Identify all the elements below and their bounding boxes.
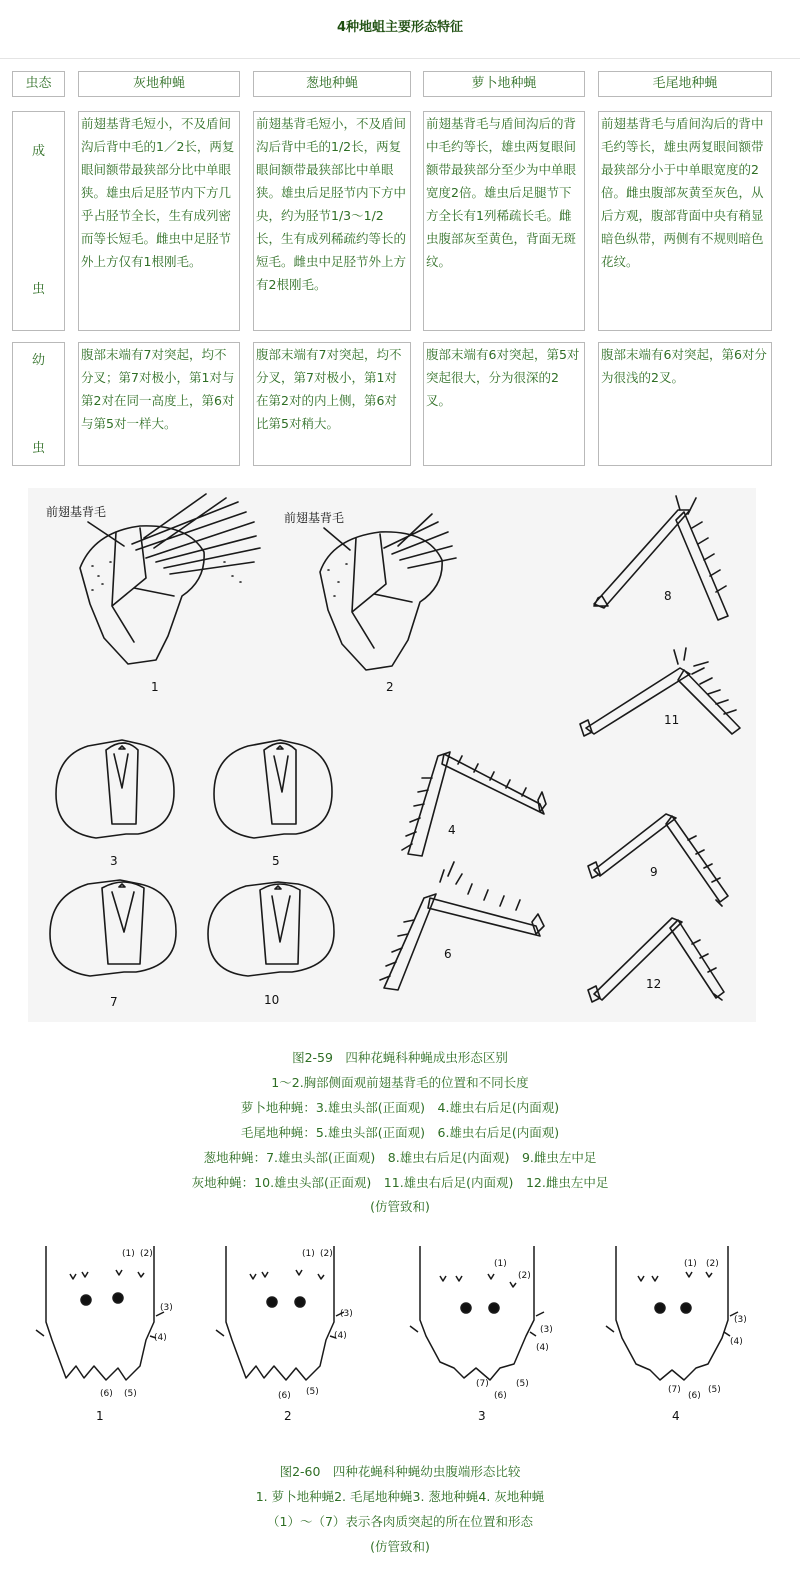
stage-adult-top: 成 [31, 144, 45, 159]
adult-cell-1: 前翅基背毛短小，不及盾间沟后背中毛的1／2长，两复眼间额带最狭部分比中单眼狭。雄虫后足胫节内下方几乎占胫节全长，生有成列密而等长短毛。雌虫中足胫节外上方仅有1根刚毛。 [78, 111, 240, 331]
header-stage: 虫态 [12, 71, 65, 97]
leg-8 [594, 496, 728, 620]
fig-num-7: 7 [110, 995, 118, 1009]
stage-larva [12, 342, 65, 466]
fig-num-10: 10 [264, 993, 280, 1007]
p2-mark-1: (1) [302, 1249, 315, 1259]
stage-adult [12, 111, 65, 331]
leg-6 [380, 862, 544, 990]
larva-end-1 [36, 1246, 164, 1380]
p4-mark-6: (6) [688, 1391, 701, 1401]
p3-mark-3: (3) [540, 1325, 553, 1335]
leg-9 [588, 814, 728, 906]
p4-mark-5: (5) [708, 1385, 721, 1395]
caption1-line-3: 萝卜地种蝇：3.雄虫头部(正面观) 4.雄虫右后足(内面观) [240, 1100, 560, 1115]
p4-mark-2: (2) [706, 1259, 719, 1269]
p4-mark-4: (4) [730, 1337, 743, 1347]
label-pointer-left [88, 522, 124, 546]
thorax-side-1 [80, 494, 260, 664]
fig-num-3: 3 [110, 854, 118, 868]
head-front-3 [56, 740, 174, 838]
caption1-line-6: 灰地种蝇：10.雄虫头部(正面观) 11.雄虫右后足(内面观) 12.雌虫左中足 [191, 1175, 609, 1190]
caption1-line-1: 图2-59 四种花蝇科种蝇成虫形态区别 [292, 1050, 508, 1065]
figure-larva-svg [28, 1236, 776, 1436]
title-divider [0, 58, 800, 59]
caption2-line-2: 1. 萝卜地种蝇2. 毛尾地种蝇3. 葱地种蝇4. 灰地种蝇 [255, 1489, 545, 1504]
caption1-line-5: 葱地种蝇：7.雄虫头部(正面观) 8.雄虫右后足(内面观) 9.雌虫左中足 [203, 1150, 597, 1165]
p3-mark-2: (2) [518, 1271, 531, 1281]
adult-cell-2: 前翅基背毛短小，不及盾间沟后背中毛的1/2长，两复眼间额带最狭部比中单眼狭。雄虫后足胫节内下方中央，约为胫节1/3～1/2长，生有成列稀疏约等长的短毛。雌虫中足胫节外上方有2根刚毛。 [253, 111, 411, 331]
p1-mark-5: (5) [124, 1389, 137, 1399]
caption2-line-4: (仿管致和) [370, 1539, 430, 1554]
figure-label-right: 前翅基背毛 [284, 511, 345, 525]
p3-mark-1: (1) [494, 1259, 507, 1269]
figure-adult-illustration [28, 488, 756, 1022]
stage-adult-bottom: 虫 [31, 282, 45, 297]
leg-4 [402, 752, 546, 856]
larva-cell-3: 腹部末端有6对突起，第5对突起很大，分为很深的2叉。 [423, 342, 585, 466]
p2-mark-6: (6) [278, 1391, 291, 1401]
leg-11 [580, 648, 740, 736]
p4-mark-1: (1) [684, 1259, 697, 1269]
p3-mark-4: (4) [536, 1343, 549, 1353]
caption1-line-4: 毛尾地种蝇：5.雄虫头部(正面观) 6.雄虫右后足(内面观) [240, 1125, 560, 1140]
head-front-5 [214, 740, 332, 838]
larva-num-2: 2 [284, 1409, 292, 1423]
p1-mark-3: (3) [160, 1303, 173, 1313]
head-front-10 [208, 882, 334, 976]
caption2-line-3: （1）～（7）表示各肉质突起的所在位置和形态 [267, 1514, 533, 1529]
fig-num-8: 8 [664, 589, 672, 603]
p1-mark-1: (1) [122, 1249, 135, 1259]
stage-larva-top: 幼 [31, 353, 45, 368]
p1-mark-2: (2) [140, 1249, 153, 1259]
figure-label-left: 前翅基背毛 [46, 505, 107, 519]
fig-num-2: 2 [386, 680, 394, 694]
larva-end-3 [410, 1246, 544, 1380]
caption1-line-2: 1～2.胸部侧面观前翅基背毛的位置和不同长度 [271, 1075, 529, 1090]
header-species-3: 萝卜地种蝇 [423, 71, 585, 97]
fig-num-5: 5 [272, 854, 280, 868]
p2-mark-5: (5) [306, 1387, 319, 1397]
p2-mark-3: (3) [340, 1309, 353, 1319]
stage-larva-bottom: 虫 [31, 441, 45, 456]
p2-mark-4: (4) [334, 1331, 347, 1341]
p1-mark-6: (6) [100, 1389, 113, 1399]
adult-cell-3: 前翅基背毛与盾间沟后的背中毛约等长，雄虫两复眼间额带最狭部分至少为中单眼宽度2倍。雄虫后足腿节下方全长有1列稀疏长毛。雌虫腹部灰至黄色，背面无斑纹。 [423, 111, 585, 331]
larva-num-1: 1 [96, 1409, 104, 1423]
page-title: 4种地蛆主要形态特征 [336, 20, 464, 35]
fig-num-1: 1 [151, 680, 159, 694]
fig-num-4: 4 [448, 823, 456, 837]
p3-mark-5: (5) [516, 1379, 529, 1389]
fig-num-9: 9 [650, 865, 658, 879]
p2-mark-2: (2) [320, 1249, 333, 1259]
fig-num-11: 11 [664, 713, 680, 727]
caption1-line-7: (仿管致和) [370, 1199, 430, 1214]
adult-cell-4: 前翅基背毛与盾间沟后的背中毛约等长，雄虫两复眼间额带最狭部分小于中单眼宽度的2倍。雌虫腹部灰黄至灰色，从后方观，腹部背面中央有稍显暗色纵带，两侧有不规则暗色花纹。 [598, 111, 772, 331]
larva-cell-4: 腹部末端有6对突起，第6对分为很浅的2叉。 [598, 342, 772, 466]
p4-mark-3: (3) [734, 1315, 747, 1325]
head-front-7 [50, 880, 176, 976]
header-species-4: 毛尾地种蝇 [598, 71, 772, 97]
thorax-side-2 [320, 514, 456, 670]
figure-larva-illustration [28, 1236, 776, 1436]
header-species-2: 葱地种蝇 [253, 71, 411, 97]
caption2-line-1: 图2-60 四种花蝇科种蝇幼虫腹端形态比较 [279, 1464, 521, 1479]
larva-end-2 [216, 1246, 344, 1380]
p4-mark-7: (7) [668, 1385, 681, 1395]
larva-cell-1: 腹部末端有7对突起，均不分叉；第7对极小，第1对与第2对在同一高度上，第6对与第5对一样大。 [78, 342, 240, 466]
fig-num-6: 6 [444, 947, 452, 961]
larva-num-3: 3 [478, 1409, 486, 1423]
larva-num-4: 4 [672, 1409, 680, 1423]
p3-mark-7: (7) [476, 1379, 489, 1389]
fig-num-12: 12 [646, 977, 662, 991]
p3-mark-6: (6) [494, 1391, 507, 1401]
larva-cell-2: 腹部末端有7对突起，均不分叉，第7对极小，第1对在第2对的内上侧，第6对比第5对稍大。 [253, 342, 411, 466]
figure-adult-svg [28, 488, 756, 1022]
p1-mark-4: (4) [154, 1333, 167, 1343]
label-pointer-right [324, 528, 350, 550]
header-species-1: 灰地种蝇 [78, 71, 240, 97]
